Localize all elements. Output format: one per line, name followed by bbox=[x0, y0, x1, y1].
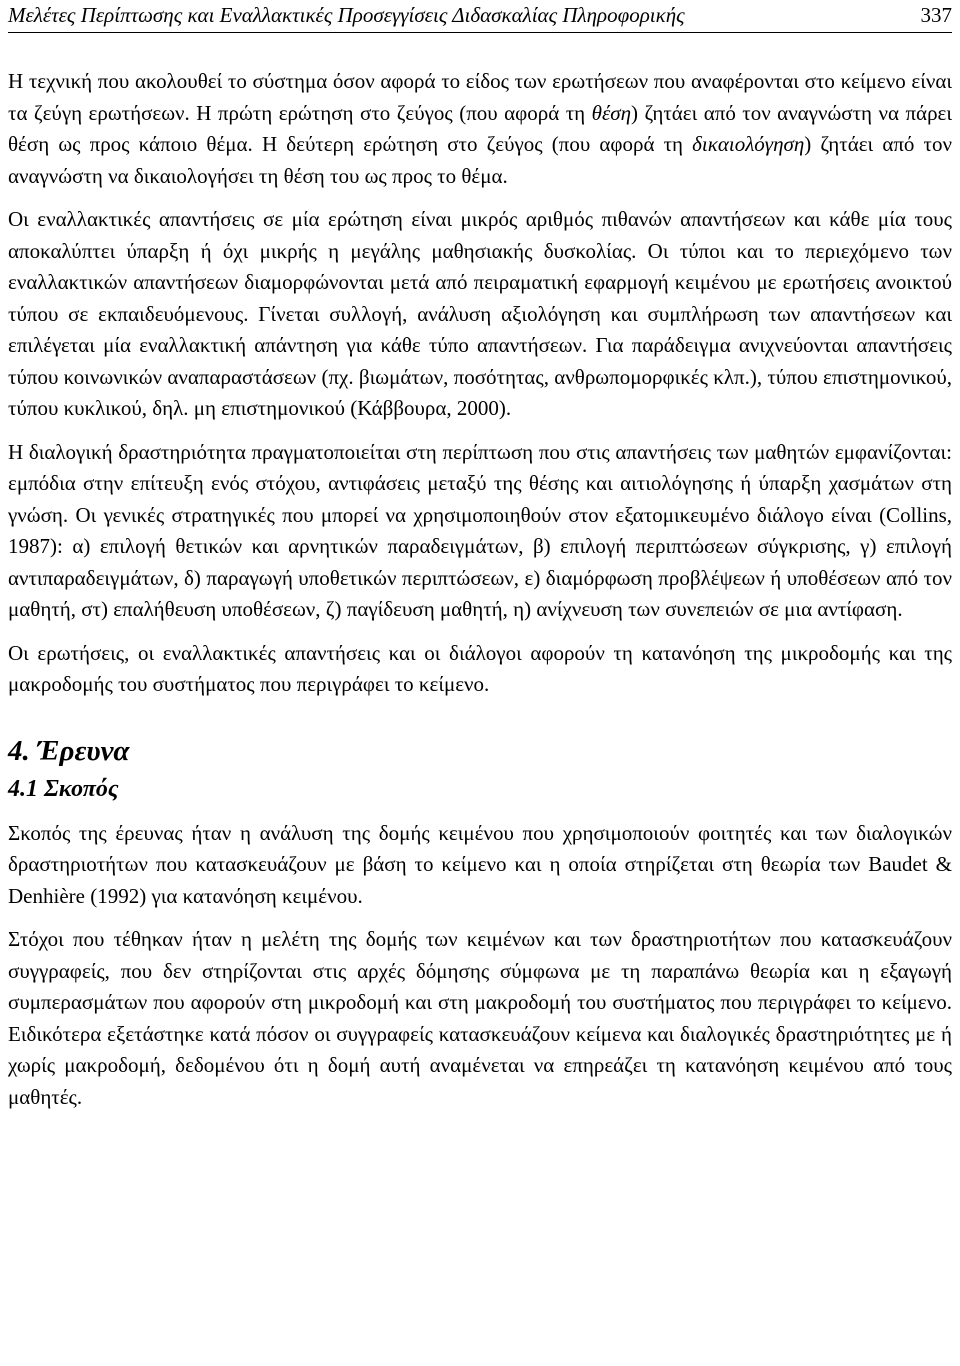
paragraph-micro-macro-structure: Οι ερωτήσεις, οι εναλλακτικές απαντήσεις και οι διάλογοι αφορούν τη κατανόηση της μικροδομής και της μακροδομής του συστήματος που περιγράφει το κείμενο. bbox=[8, 640, 952, 696]
paragraph-research-purpose: Σκοπός της έρευνας ήταν η ανάλυση της δομής κειμένου που χρησιμοποιούν φοιτητές και των διαλογικών δραστηριοτήτων που κατασκευάζουν με βάση το κείμενο και η οποία στηρίζεται στη θεωρία των Baudet & Denhière (1992) για κατανόηση κειμένου. bbox=[8, 820, 952, 908]
paragraph-research-goals: Στόχοι που τέθηκαν ήταν η μελέτη της δομής των κειμένων και των δραστηριοτήτων που κατασκευάζουν συγγραφείς, που δεν στηρίζονται στις αρχές δόμησης σύμφωνα με τη παραπάνω θεωρία και η εξαγωγή συμπερασμάτων που αφορούν στη μικροδομή και στη μακροδομή του συστήματος που περιγράφει το κείμενο. Ειδικότερα εξετάστηκε κατά πόσον οι συγγραφείς κατασκευάζουν κείμενα και διαλογικές δραστηριότητες με ή χωρίς μακροδομή, δεδομένου ότι η δομή αυτή αναμένεται να επηρεάζει τη κατανόηση κειμένου από τους μαθητές. bbox=[8, 927, 952, 1109]
paragraph-alternative-answers: Οι εναλλακτικές απαντήσεις σε μία ερώτηση είναι μικρός αριθμός πιθανών απαντήσεων και κάθε μία τους αποκαλύπτει ύπαρξη ή όχι μικρής η μεγάλης μαθησιακής δυσκολίας. Οι τύποι και το περιεχόμενο των εναλλακτικών απαντήσεων διαμορφώνονται μετά από πειραματική εφαρμογή κειμένου με ερωτήσεις ανοικτού τύπου σε εκπαιδευόμενους. Γίνεται συλλογή, ανάλυση αξιολόγηση και συμπλήρωση των απαντήσεων και επιλέγεται μία εναλλακτική απάντηση για κάθε τύπο απαντήσεων. Για παράδειγμα ανιχνεύονται απαντήσεις τύπου κοινωνικών αναπαραστάσεων (πχ. βιωμάτων, ποσότητας, ανθρωπομορφικές κλπ.), τύπου επιστημονικού, τύπου κυκλικού, δηλ. μη επιστημονικού (Κάββουρα, 2000). bbox=[8, 207, 952, 420]
paragraph-text: Η τεχνική που ακολουθεί το σύστημα όσον αφορά το είδος των ερωτήσεων που αναφέρονται στο κείμενο είναι τα ζεύγη ερωτήσεων. Η πρώτη ερώτηση στο ζεύγος (που αφορά τη bbox=[8, 69, 952, 125]
emphasis-term: δικαιολόγηση bbox=[692, 132, 805, 156]
header-title: Μελέτες Περίπτωσης και Εναλλακτικές Προσεγγίσεις Διδασκαλίας Πληροφορικής bbox=[8, 3, 685, 27]
running-header bbox=[8, 2, 952, 33]
subsection-heading: 4.1 Σκοπός bbox=[8, 775, 119, 802]
paragraph-dialogue-activity: Η διαλογική δραστηριότητα πραγματοποιείται στη περίπτωση που στις απαντήσεις των μαθητών εμφανίζονται: εμπόδια στην επίτευξη ενός στόχου, αντιφάσεις μεταξύ της θέσης και αιτιολόγησης ή ύπαρξη χασμάτων στη γνώση. Οι γενικές στρατηγικές που μπορεί να χρησιμοποιηθούν στον εξατομικευμένο διάλογο είναι (Collins, 1987): α) επιλογή θετικών και αρνητικών παραδειγμάτων, β) επιλογή περιπτώσεων σύγκρισης, γ) επιλογή αντιπαραδειγμάτων, δ) παραγωγή υποθετικών περιπτώσεων, ε) διαμόρφωση προβλέψεων ή υποθέσεων από τον μαθητή, στ) επαλήθευση υποθέσεων, ζ) παγίδευση μαθητή, η) ανίχνευση των συνεπειών σε μια αντίφαση. bbox=[8, 439, 952, 621]
section-heading: 4. Έρευνα bbox=[8, 734, 130, 767]
document-body bbox=[8, 66, 952, 1125]
paragraph-text: ) ζητάει από τον αναγνώστη να πάρει θέση ως προς κάποιο θέμα. Η δεύτερη ερώτηση στο ζεύγος (που αφορά τη bbox=[8, 100, 953, 156]
paragraph-question-pairs bbox=[8, 66, 952, 192]
emphasis-term: θέση bbox=[591, 100, 632, 125]
paragraph-text: ) ζητάει από τον αναγνώστη να δικαιολογήσει τη θέση του ως προς το θέμα. bbox=[8, 132, 952, 188]
page-number: 337 bbox=[920, 3, 952, 27]
